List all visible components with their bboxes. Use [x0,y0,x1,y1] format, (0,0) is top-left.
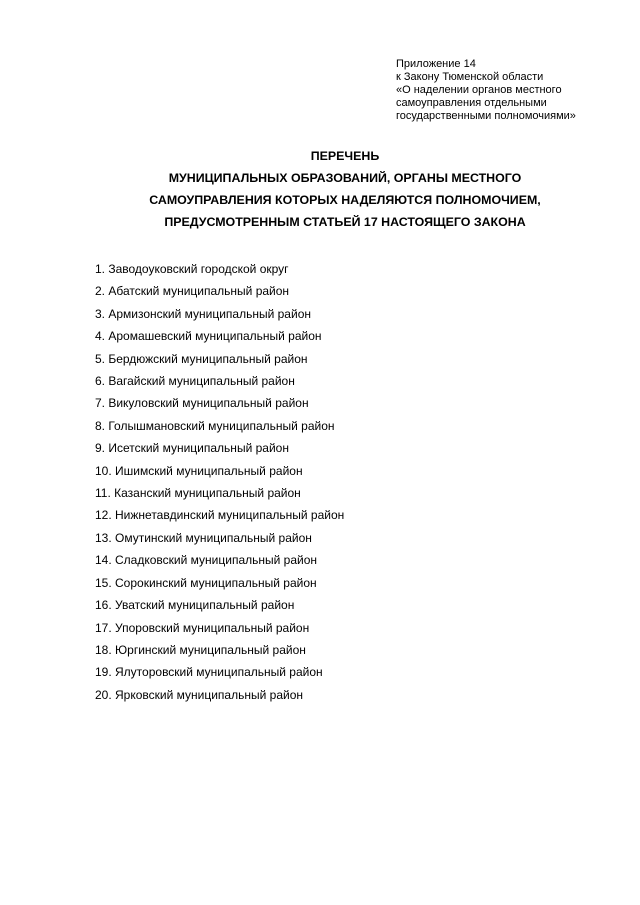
annex-header [396,58,626,123]
title-line-2: МУНИЦИПАЛЬНЫХ ОБРАЗОВАНИЙ, ОРГАНЫ МЕСТНОГО [168,171,522,185]
list-item: 1. Заводоуковский городской округ [95,262,289,276]
list-item: 18. Юргинский муниципальный район [95,642,306,657]
list-item: 13. Омутинский муниципальный район [95,530,312,545]
list-item: 8. Голышмановский муниципальный район [95,418,335,433]
list-item: 17. Упоровский муниципальный район [95,620,310,635]
list-item: 9. Исетский муниципальный район [95,441,289,456]
annex-law-title-line3: государственными полномочиями» [396,110,576,122]
list-item: 7. Викуловский муниципальный район [95,396,309,411]
list-item: 6. Вагайский муниципальный район [95,374,295,389]
annex-number: Приложение 14 [396,58,476,70]
title-line-4: ПРЕДУСМОТРЕННЫМ СТАТЬЕЙ 17 НАСТОЯЩЕГО ЗАКОНА [164,215,526,229]
list-item: 4. Аромашевский муниципальный район [95,329,322,344]
list-item: 12. Нижнетавдинский муниципальный район [95,508,345,523]
annex-law-title-line2: самоуправления отдельными [396,97,547,109]
list-item: 14. Сладковский муниципальный район [95,553,318,568]
list-item: 19. Ялуторовский муниципальный район [95,665,323,680]
list-item: 10. Ишимский муниципальный район [95,463,303,478]
title-heading: ПЕРЕЧЕНЬ [310,149,380,163]
list-item: 3. Армизонский муниципальный район [95,306,311,321]
list-item: 5. Бердюжский муниципальный район [95,351,308,366]
annex-law-title-line1: «О наделении органов местного [396,84,562,96]
list-item: 2. Абатский муниципальный район [95,284,290,299]
list-item: 11. Казанский муниципальный район [95,486,301,501]
list-item: 16. Уватский муниципальный район [95,598,295,613]
list-item: 20. Ярковский муниципальный район [95,687,304,702]
list-item: 15. Сорокинский муниципальный район [95,575,317,590]
annex-law-reference: к Закону Тюменской области [396,71,544,83]
title-line-3: САМОУПРАВЛЕНИЯ КОТОРЫХ НАДЕЛЯЮТСЯ ПОЛНОМОЧИЕМ, [149,193,541,207]
document-title [0,145,640,233]
municipality-list [95,258,535,706]
